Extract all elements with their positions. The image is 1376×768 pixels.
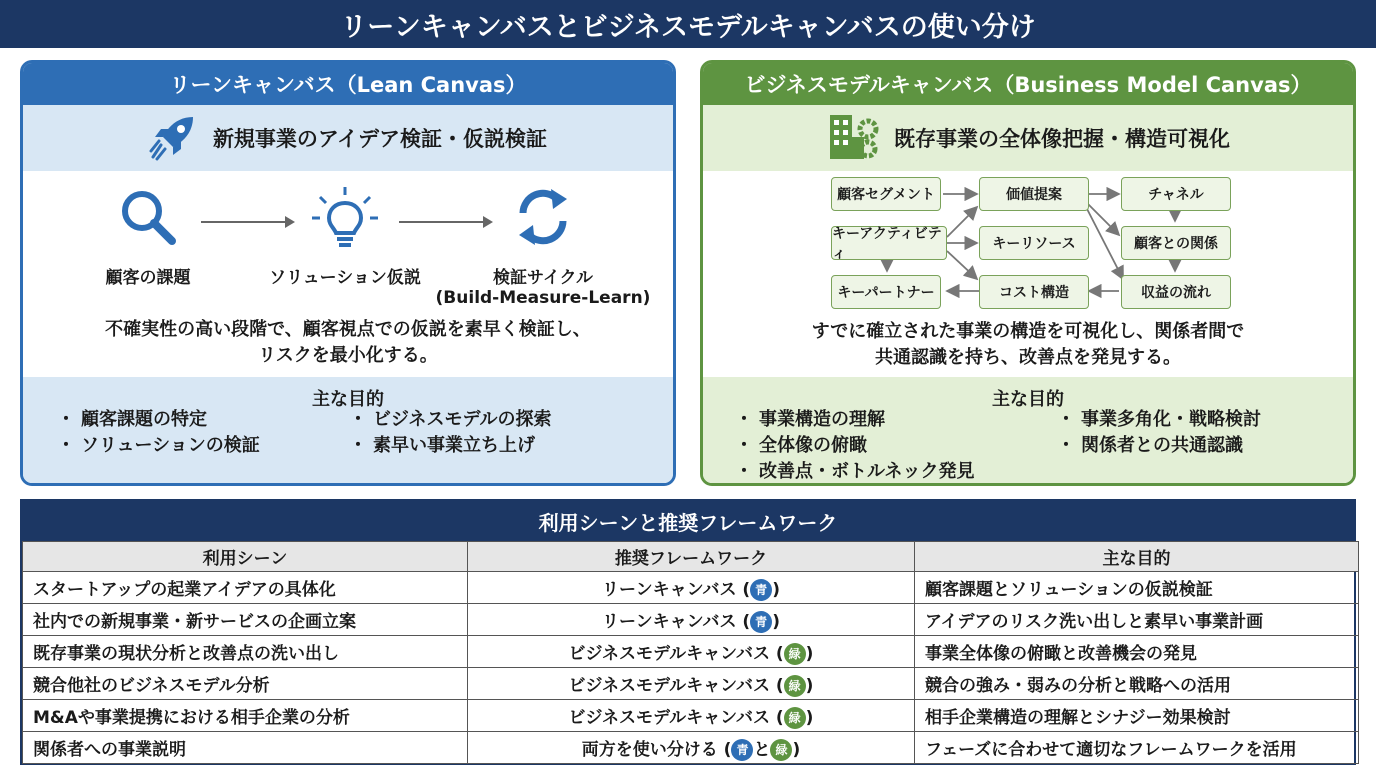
- table-cell-purpose: 顧客課題とソリューションの仮説検証: [915, 572, 1359, 604]
- list-item: ・ 顧客課題の特定: [57, 407, 260, 433]
- table-cell-framework: リーンキャンバス ( 青 ): [468, 572, 915, 604]
- lean-subtitle: 新規事業のアイデア検証・仮説検証: [212, 127, 548, 151]
- table-cell-purpose: 競合の強み・弱みの分析と戦略への活用: [915, 668, 1359, 700]
- building-gear-icon: [826, 111, 880, 166]
- table-row: [23, 668, 1359, 700]
- lean-description: 不確実性の高い段階で、顧客視点での仮説を素早く検証し、 リスクを最小化する。: [105, 319, 591, 366]
- bmc-box-value-proposition: 価値提案: [979, 177, 1089, 211]
- bmc-subtitle: 既存事業の全体像把握・構造可視化: [894, 127, 1230, 151]
- flow-step-solution-hypothesis: ソリューション仮説: [255, 185, 435, 288]
- bmc-header: ビジネスモデルキャンバス（Business Model Canvas）: [703, 63, 1353, 105]
- list-item: ・ 関係者との共通認識: [1057, 433, 1261, 459]
- bmc-box-customer-segment: 顧客セグメント: [831, 177, 941, 211]
- list-item: ・ 事業構造の理解: [735, 407, 974, 433]
- page-title: リーンキャンバスとビジネスモデルキャンバスの使い分け: [0, 0, 1376, 48]
- bmc-box-key-partners: キーパートナー: [831, 275, 941, 309]
- magnifier-icon: [93, 185, 203, 249]
- usage-table: [22, 541, 1359, 764]
- table-cell-scene: M&Aや事業提携における相手企業の分析: [23, 700, 468, 732]
- bmc-purpose-list-right: [1057, 407, 1261, 459]
- bmc-description: すでに確立された事業の構造を可視化し、関係者間で 共通認識を持ち、改善点を発見する。: [811, 321, 1245, 368]
- bmc-subtitle-band: [703, 105, 1353, 171]
- green-badge: 緑: [784, 707, 806, 729]
- bmc-purpose-section: [703, 377, 1353, 483]
- column-header: 利用シーン: [23, 542, 468, 572]
- table-cell-framework: リーンキャンバス ( 青 ): [468, 604, 915, 636]
- lightbulb-icon: [255, 185, 435, 249]
- column-header: 主な目的: [915, 542, 1359, 572]
- lean-flow-area: [23, 171, 673, 377]
- table-cell-scene: スタートアップの起業アイデアの具体化: [23, 572, 468, 604]
- bmc-purpose-title: 主な目的: [992, 389, 1064, 410]
- bmc-box-customer-relationships: 顧客との関係: [1121, 226, 1231, 260]
- flow-step-customer-problem: 顧客の課題: [93, 185, 203, 288]
- blue-badge: 青: [731, 739, 753, 761]
- column-header: 推奨フレームワーク: [468, 542, 915, 572]
- usage-table-title: 利用シーンと推奨フレームワーク: [22, 501, 1354, 541]
- lean-canvas-panel: [20, 60, 676, 486]
- lean-canvas-header: リーンキャンバス（Lean Canvas）: [23, 63, 673, 105]
- table-cell-purpose: 相手企業構造の理解とシナジー効果検討: [915, 700, 1359, 732]
- table-cell-purpose: アイデアのリスク洗い出しと素早い事業計画: [915, 604, 1359, 636]
- table-cell-purpose: 事業全体像の俯瞰と改善機会の発見: [915, 636, 1359, 668]
- green-badge: 緑: [770, 739, 792, 761]
- cycle-icon: [433, 185, 653, 249]
- lean-purpose-section: [23, 377, 673, 483]
- table-row: [23, 732, 1359, 764]
- list-item: ・ ビジネスモデルの探索: [349, 407, 552, 433]
- table-row: [23, 700, 1359, 732]
- table-cell-purpose: フェーズに合わせて適切なフレームワークを活用: [915, 732, 1359, 764]
- table-cell-framework: ビジネスモデルキャンバス ( 緑 ): [468, 668, 915, 700]
- bmc-purpose-list-left: [735, 407, 974, 485]
- table-row: [23, 572, 1359, 604]
- list-item: ・ 改善点・ボトルネック発見: [735, 459, 974, 485]
- table-row: [23, 604, 1359, 636]
- bmc-box-key-resources: キーリソース: [979, 226, 1089, 260]
- bmc-box-key-activities: キーアクティビティ: [831, 226, 947, 260]
- green-badge: 緑: [784, 675, 806, 697]
- table-cell-framework: 両方を使い分ける ( 青 と 緑 ): [468, 732, 915, 764]
- table-row: [23, 636, 1359, 668]
- list-item: ・ 全体像の俯瞰: [735, 433, 974, 459]
- bmc-box-revenue-streams: 収益の流れ: [1121, 275, 1231, 309]
- flow-step-verification-cycle: 検証サイクル (Build-Measure-Learn): [433, 185, 653, 308]
- bmc-diagram-area: [703, 171, 1353, 375]
- table-header-row: [23, 542, 1359, 572]
- usage-table-section: [20, 499, 1356, 765]
- lean-purpose-list-right: [349, 407, 552, 459]
- table-cell-scene: 既存事業の現状分析と改善点の洗い出し: [23, 636, 468, 668]
- table-cell-scene: 社内での新規事業・新サービスの企画立案: [23, 604, 468, 636]
- list-item: ・ ソリューションの検証: [57, 433, 260, 459]
- lean-purpose-title: 主な目的: [312, 389, 384, 410]
- list-item: ・ 素早い事業立ち上げ: [349, 433, 552, 459]
- green-badge: 緑: [784, 643, 806, 665]
- table-cell-scene: 競合他社のビジネスモデル分析: [23, 668, 468, 700]
- rocket-icon: [149, 111, 199, 166]
- table-cell-framework: ビジネスモデルキャンバス ( 緑 ): [468, 636, 915, 668]
- table-cell-framework: ビジネスモデルキャンバス ( 緑 ): [468, 700, 915, 732]
- list-item: ・ 事業多角化・戦略検討: [1057, 407, 1261, 433]
- bmc-box-channel: チャネル: [1121, 177, 1231, 211]
- bmc-box-cost-structure: コスト構造: [979, 275, 1089, 309]
- bmc-panel: [700, 60, 1356, 486]
- lean-purpose-list-left: [57, 407, 260, 459]
- lean-subtitle-band: [23, 105, 673, 171]
- blue-badge: 青: [750, 579, 772, 601]
- blue-badge: 青: [750, 611, 772, 633]
- table-cell-scene: 関係者への事業説明: [23, 732, 468, 764]
